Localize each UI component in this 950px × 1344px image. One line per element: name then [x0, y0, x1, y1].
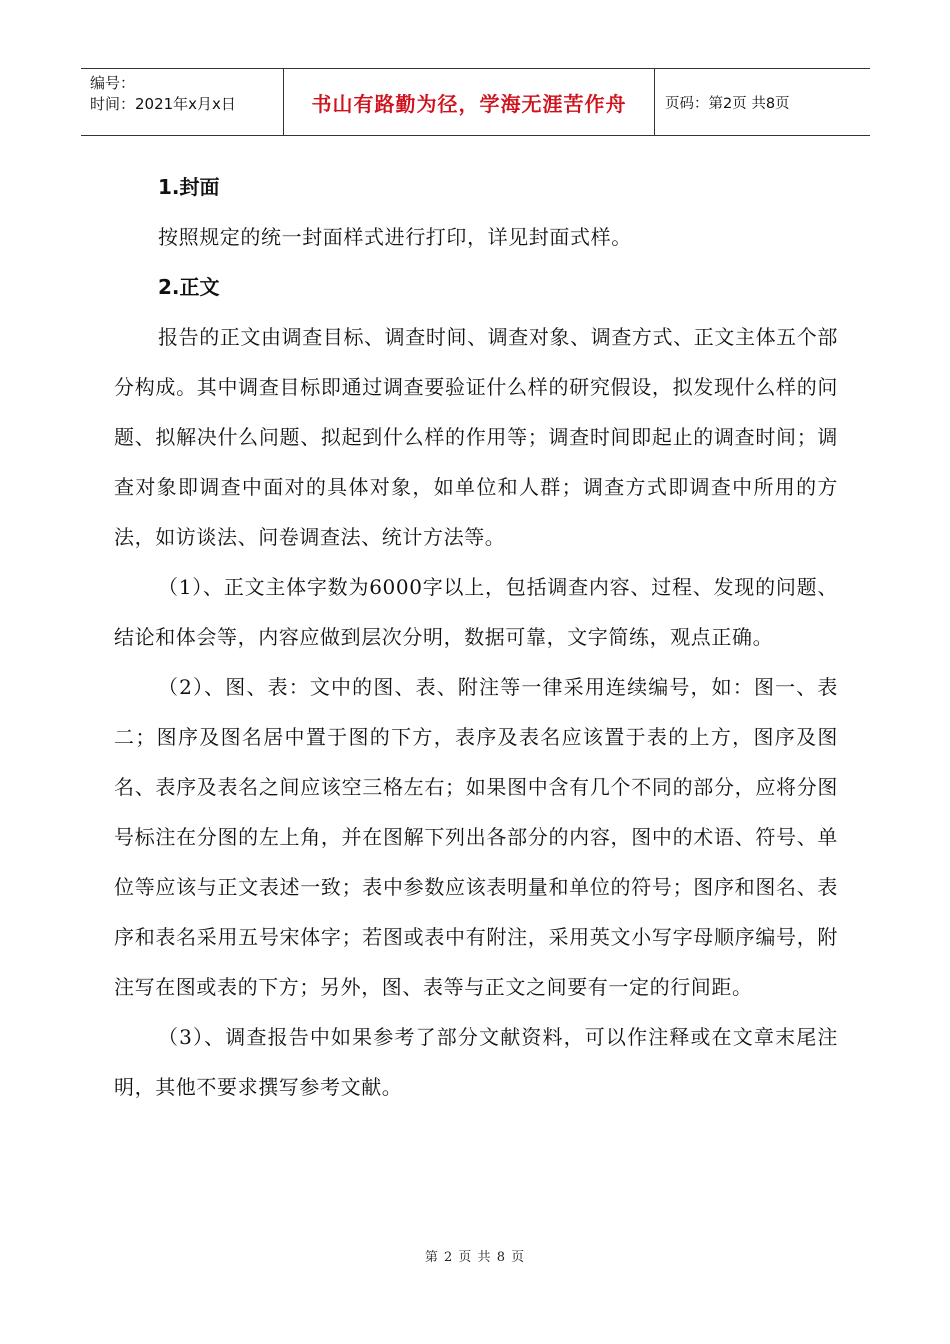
paragraph-body-structure: 报告的正文由调查目标、调查时间、调查对象、调查方式、正文主体五个部分构成。其中调查目标即通过调查要验证什么样的研究假设，拟发现什么样的问题、拟解决什么问题、拟起到什么样的作用等；调查时间即起止的调查时间；调查对象即调查中面对的具体对象，如单位和人群；调查方式即调查中所用的方法，如访谈法、问卷调查法、统计方法等。 [114, 325, 838, 549]
paragraph-item-1: （1）、正文主体字数为6000字以上，包括调查内容、过程、发现的问题、结论和体会等，内容应做到层次分明，数据可靠，文字简练，观点正确。 [114, 575, 838, 649]
page-header [81, 68, 870, 136]
section-heading-body: 2.正文 [158, 275, 220, 299]
page-footer: 第 2 页 共 8 页 [424, 1250, 526, 1265]
header-meta [81, 69, 283, 135]
header-page-info: 页码：第2页 共8页 [665, 95, 790, 112]
document-body [114, 162, 838, 1112]
section-heading-cover: 1.封面 [158, 175, 220, 199]
document-date: 时间：2021年x月x日 [90, 95, 236, 113]
header-motto: 书山有路勤为径，学海无涯苦作舟 [283, 69, 655, 135]
serial-number: 编号： [90, 74, 136, 92]
paragraph-item-2: （2）、图、表：文中的图、表、附注等一律采用连续编号，如：图一、表二；图序及图名居中置于图的下方，表序及表名应该置于表的上方，图序及图名、表序及表名之间应该空三格左右；如果图中含有几个不同的部分，应将分图号标注在分图的左上角，并在图解下列出各部分的内容，图中的术语、符号、单位等应该与正文表述一致；表中参数应该表明量和单位的符号；图序和图名、表序和表名采用五号宋体字；若图或表中有附注，采用英文小写字母顺序编号，附注写在图或表的下方；另外，图、表等与正文之间要有一定的行间距。 [114, 675, 838, 999]
paragraph-cover: 按照规定的统一封面样式进行打印，详见封面式样。 [158, 225, 632, 249]
paragraph-item-3: （3）、调查报告中如果参考了部分文献资料，可以作注释或在文章末尾注明，其他不要求撰写参考文献。 [114, 1025, 838, 1099]
